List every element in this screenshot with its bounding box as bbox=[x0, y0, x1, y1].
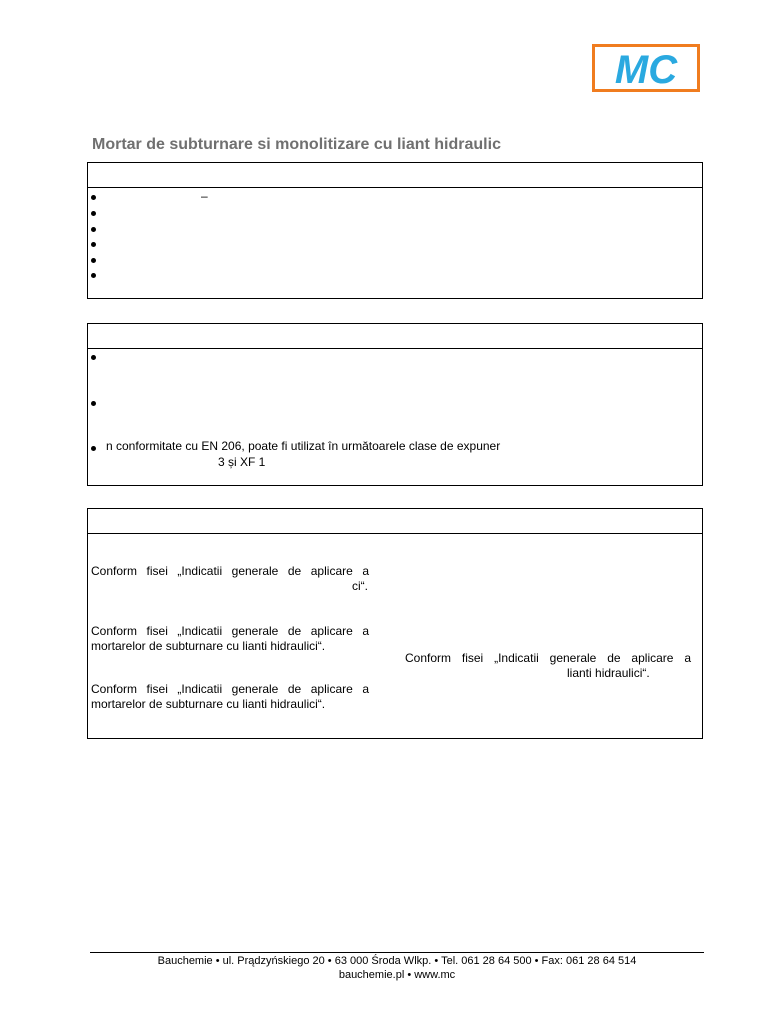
footer-address: Bauchemie • ul. Prądzyńskiego 20 • 63 000 Środa Wlkp. • Tel. 061 28 64 500 • Fax: 061 28 64 514 bbox=[157, 955, 637, 967]
bullet-dot bbox=[91, 401, 96, 406]
section-box-2 bbox=[87, 323, 703, 486]
bullet-dot bbox=[91, 446, 96, 451]
page-title: Mortar de subturnare si monolitizare cu liant hidraulic bbox=[92, 136, 501, 153]
company-logo bbox=[592, 44, 700, 92]
bullet-dot bbox=[91, 195, 96, 200]
application-note-2-line2: mortarelor de subturnare cu lianti hidraulici“. bbox=[91, 639, 326, 653]
section-header-3 bbox=[88, 509, 702, 534]
application-note-2-line1: Conform fisei „Indicatii generale de aplicare a bbox=[91, 624, 369, 638]
bullet-dot bbox=[91, 211, 96, 216]
application-note-3-line1: Conform fisei „Indicatii generale de aplicare a bbox=[91, 682, 369, 696]
application-note-right-line2: lianti hidraulici“. bbox=[567, 666, 650, 680]
bullet-dot bbox=[91, 227, 96, 232]
application-note-right-line1: Conform fisei „Indicatii generale de aplicare a bbox=[405, 651, 691, 665]
logo-text: MC bbox=[614, 48, 678, 89]
bullet-dot bbox=[91, 258, 96, 263]
application-note-1-line2: ci“. bbox=[352, 579, 368, 593]
bullet-dot bbox=[91, 273, 96, 278]
mc-logo-mark bbox=[595, 47, 697, 89]
section-box-1 bbox=[87, 162, 703, 299]
application-note-1-line1: Conform fisei „Indicatii generale de aplicare a bbox=[91, 564, 369, 578]
footer-divider bbox=[90, 952, 704, 953]
bullet-dot bbox=[91, 355, 96, 360]
exposure-class-values: 3 și XF 1 bbox=[218, 455, 266, 469]
bullet-dash: – bbox=[201, 189, 208, 203]
footer-web: bauchemie.pl • www.mc bbox=[338, 969, 456, 981]
bullet-dot bbox=[91, 242, 96, 247]
exposure-class-text: n conformitate cu EN 206, poate fi utilizat în următoarele clase de expuner bbox=[106, 439, 501, 453]
section-header-2 bbox=[88, 324, 702, 349]
section-header-1 bbox=[88, 163, 702, 188]
application-note-3-line2: mortarelor de subturnare cu lianti hidraulici“. bbox=[91, 697, 326, 711]
